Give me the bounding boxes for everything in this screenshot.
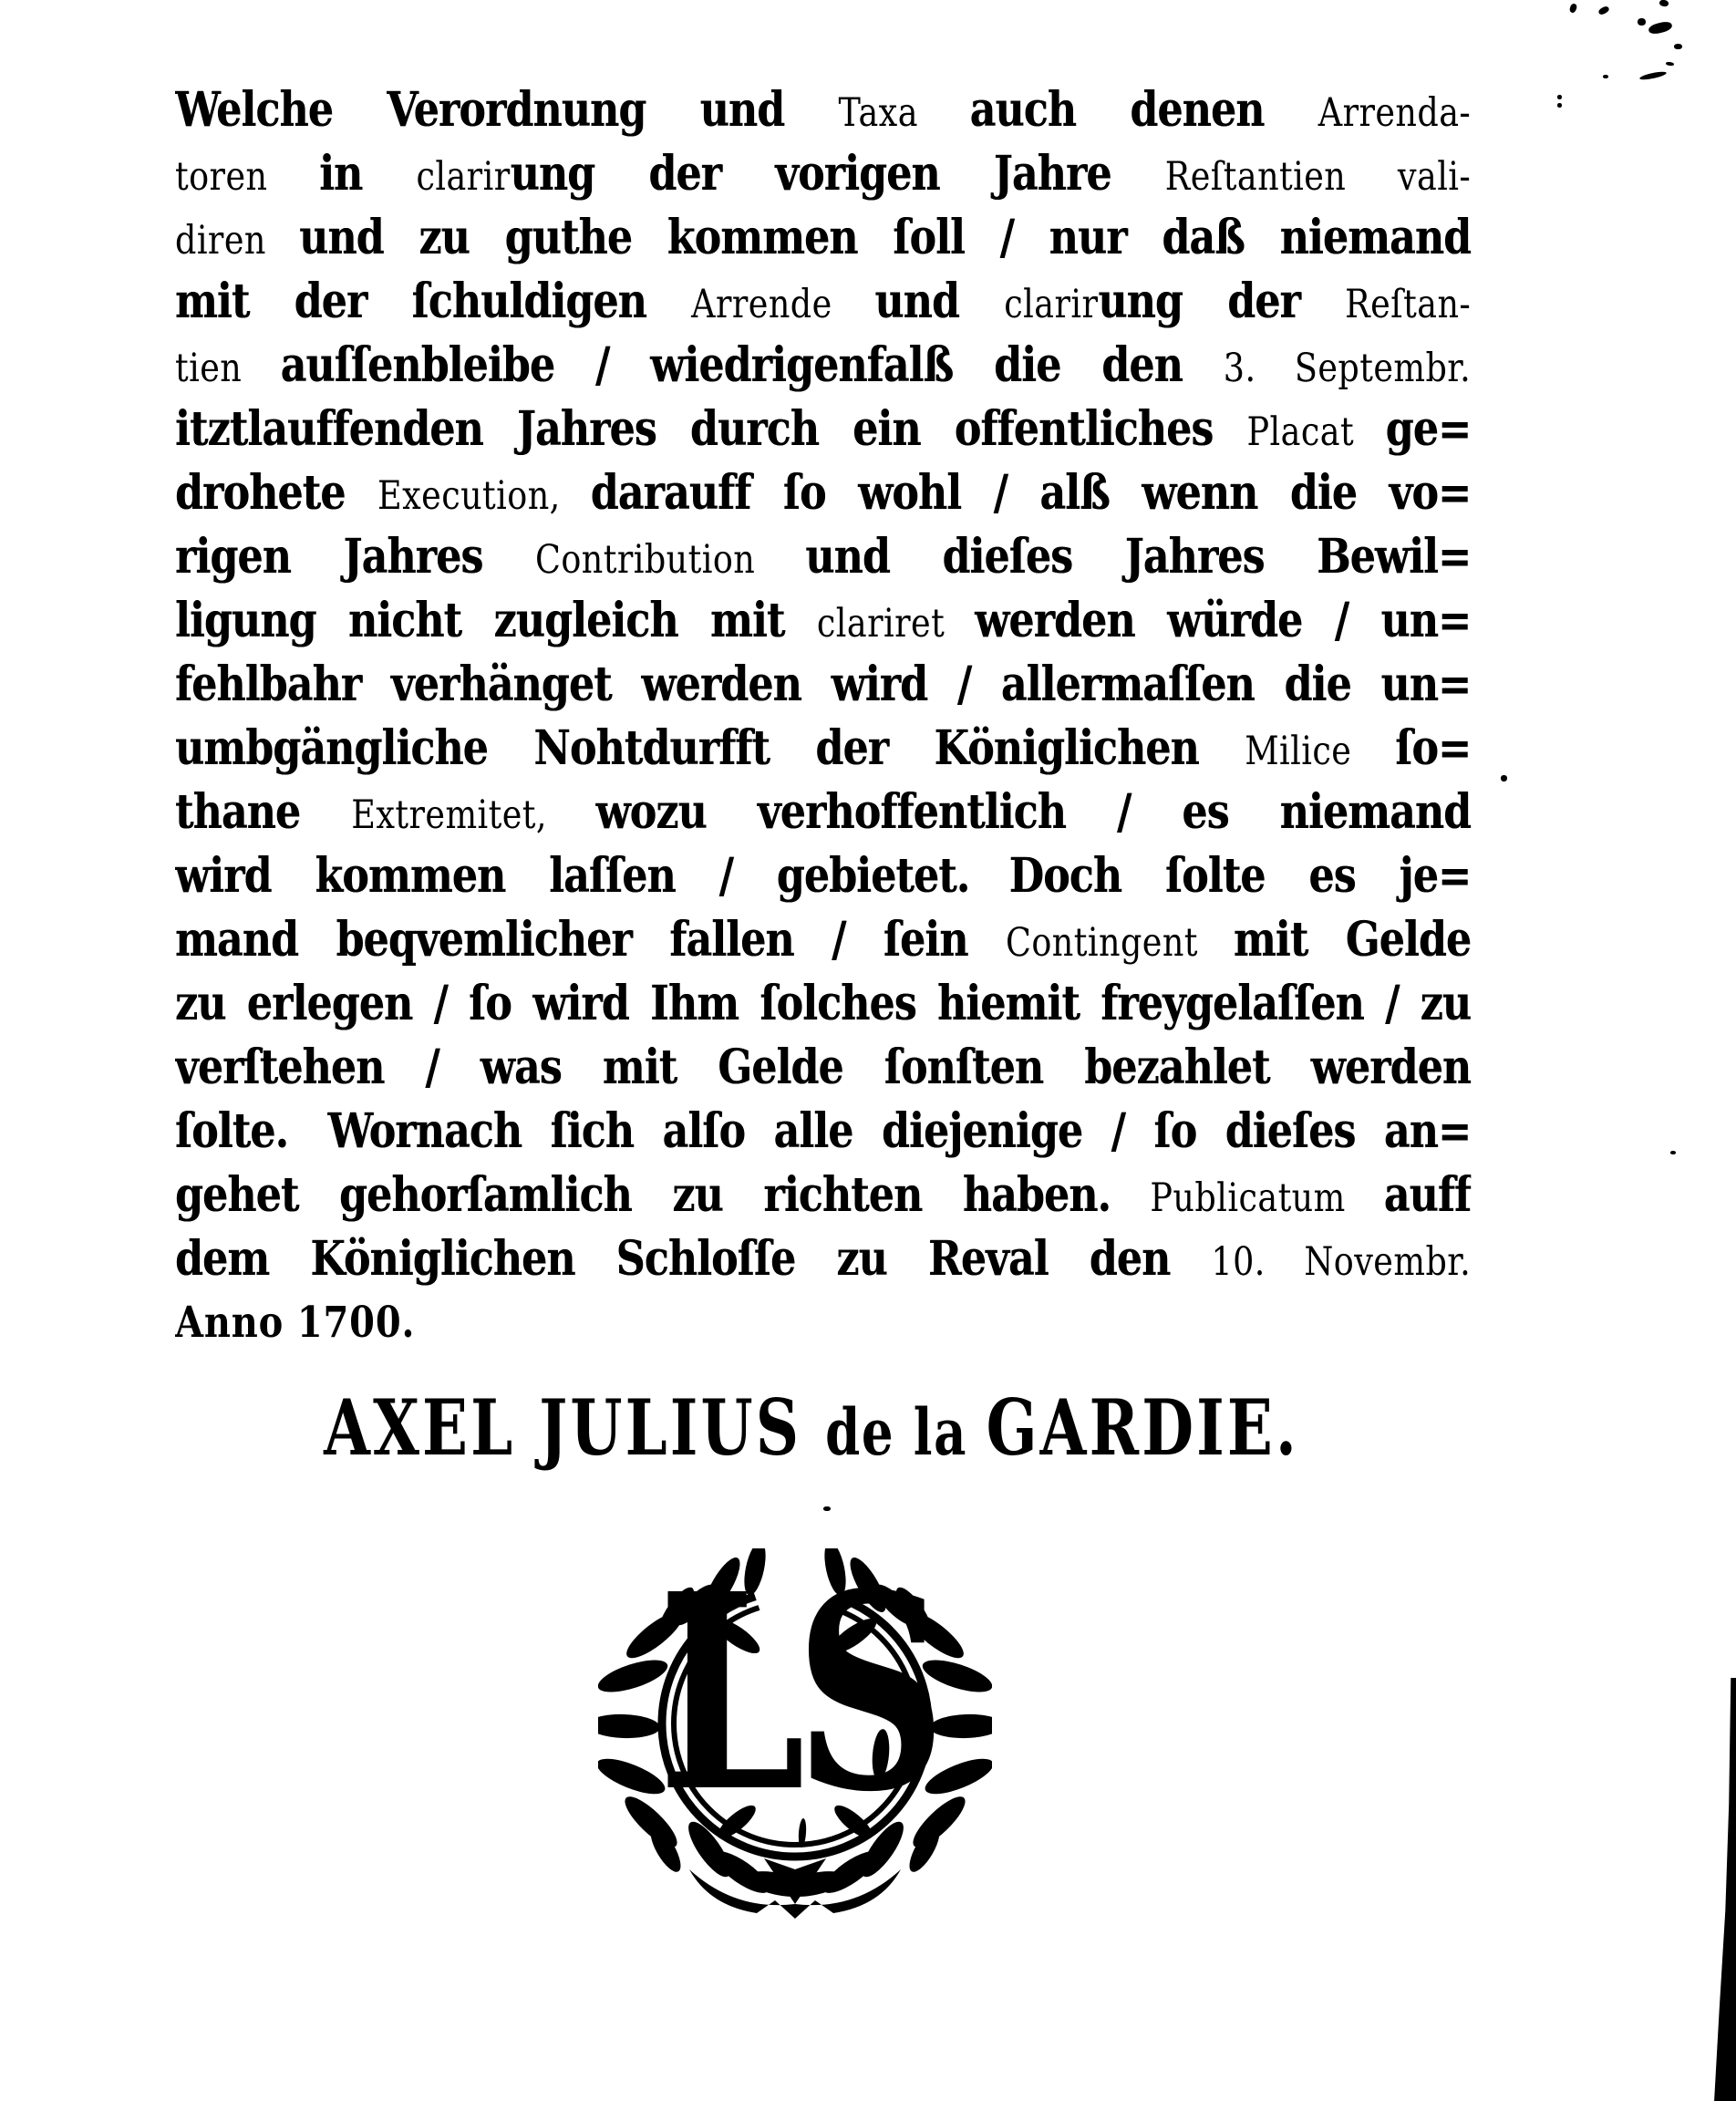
signature-name-first: AXEL JULIUS (324, 1382, 826, 1473)
text-line (175, 525, 1471, 589)
antiqua-text-segment: Contribution (534, 537, 806, 583)
text-line (175, 1164, 1471, 1227)
text-line (175, 78, 1471, 142)
antiqua-text-segment: Reſtan- (1345, 282, 1472, 327)
signature-name-last: GARDIE. (986, 1382, 1299, 1473)
antiqua-text-segment: Reſtantien vali- (1164, 154, 1472, 200)
fraktur-text-segment: rigen Jahres (175, 529, 535, 585)
antiqua-text-segment: Arrende (691, 282, 875, 327)
fraktur-text-segment: und zu guthe kommen ſoll / nur daß niemand (299, 210, 1472, 265)
fraktur-text-segment: ſo= (1395, 720, 1472, 776)
antiqua-text-segment: Milice (1245, 729, 1396, 774)
text-line (175, 1036, 1471, 1100)
fraktur-text-segment: wozu verhoffentlich / es niemand (595, 784, 1472, 840)
fraktur-text-segment: werden würde / un= (975, 593, 1472, 648)
text-line (175, 589, 1471, 653)
antiqua-text-segment: clarir (416, 154, 511, 200)
fraktur-text-segment: und (874, 274, 1005, 329)
fraktur-text-segment: mand beqvemlicher fallen / ſein (175, 912, 1006, 968)
text-line (175, 334, 1471, 398)
signature-line (257, 1382, 1367, 1473)
ink-speck (1658, 0, 1669, 7)
fraktur-text-segment: in (319, 146, 417, 202)
ink-speck (1638, 18, 1646, 26)
fraktur-text-segment: Welche Verordnung und (175, 82, 839, 138)
fraktur-text-segment: itztlauffenden Jahres durch ein offentliches (175, 401, 1247, 457)
ink-speck (1648, 20, 1673, 36)
fraktur-text-segment: fehlbahr verhänget werden wird / allermaſſen die un= (175, 657, 1472, 712)
antiqua-text-segment: Extremitet, (351, 792, 596, 838)
text-block (175, 78, 1471, 1355)
ink-speck (1557, 95, 1562, 99)
fraktur-text-segment: drohete (175, 465, 377, 521)
text-line (175, 972, 1471, 1036)
text-line (175, 908, 1471, 972)
anno-text-segment: Anno 1700. (175, 1298, 416, 1348)
antiqua-text-segment: Publicatum (1150, 1175, 1384, 1221)
ink-speck (1674, 44, 1682, 49)
fraktur-text-segment: ung der (1098, 274, 1346, 329)
antiqua-text-segment: Placat (1246, 409, 1386, 455)
ink-speck (1603, 75, 1608, 78)
fraktur-text-segment: mit der ſchuldigen (175, 274, 692, 329)
text-line (175, 844, 1471, 908)
fraktur-text-segment: auff (1383, 1167, 1472, 1223)
fraktur-text-segment: ung der vorigen Jahre (510, 146, 1165, 202)
fraktur-text-segment: ligung nicht zugleich mit (175, 593, 817, 648)
fraktur-text-segment: mit Gelde (1233, 912, 1472, 968)
antiqua-text-segment: 3. Septembr. (1223, 346, 1472, 391)
ink-speck (1557, 103, 1562, 108)
text-line (175, 781, 1471, 844)
fraktur-text-segment: ge= (1385, 401, 1472, 457)
antiqua-text-segment: 10. Novembr. (1211, 1239, 1472, 1285)
fraktur-text-segment: dem Königlichen Schloſſe zu Reval den (175, 1231, 1212, 1287)
antiqua-text-segment: Arrenda- (1318, 90, 1472, 136)
text-line (175, 461, 1471, 525)
ink-speck (1666, 61, 1674, 66)
fraktur-text-segment: darauff ſo wohl / alß wenn die vo= (590, 465, 1472, 521)
text-line (175, 717, 1471, 781)
antiqua-text-segment: clariret (816, 601, 976, 647)
text-line (175, 1100, 1471, 1164)
ink-speck (1501, 775, 1507, 781)
signature-name-particle: de la (825, 1394, 987, 1470)
ink-speck (1597, 5, 1610, 16)
fraktur-text-segment: thane (175, 784, 352, 840)
fraktur-text-segment: verſtehen / was mit Gelde ſonſten bezahlet werden (175, 1040, 1472, 1095)
text-line (175, 142, 1471, 206)
antiqua-text-segment: Contingent (1005, 920, 1234, 966)
fraktur-text-segment: umbgängliche Nohtdurfft der Königlichen (175, 720, 1245, 776)
seal-wreath-icon (598, 1548, 992, 1924)
ink-speck (1569, 3, 1578, 14)
fraktur-text-segment: ſolte. Wornach ſich alſo alle diejenige / ſo dieſes an= (175, 1103, 1472, 1159)
antiqua-text-segment: tien (175, 346, 281, 391)
antiqua-text-segment: Execution, (377, 473, 591, 519)
fraktur-text-segment: auch denen (969, 82, 1318, 138)
fraktur-text-segment: auſſenbleibe / wiedrigenfalß die den (280, 337, 1224, 393)
ink-speck (1639, 70, 1668, 81)
text-line (175, 398, 1471, 461)
seal-monogram: LS (657, 1548, 936, 1852)
text-line (175, 270, 1471, 334)
antiqua-text-segment: Taxa (838, 90, 970, 136)
antiqua-text-segment: toren (175, 154, 320, 200)
text-line (175, 653, 1471, 717)
text-line (175, 1227, 1471, 1291)
text-line (175, 1291, 1471, 1355)
antiqua-text-segment: clarir (1004, 282, 1099, 327)
text-line (175, 206, 1471, 270)
antiqua-text-segment: diren (175, 218, 300, 264)
ink-speck (823, 1506, 831, 1511)
fraktur-text-segment: und dieſes Jahres Bewil= (805, 529, 1472, 585)
fraktur-text-segment: gehet gehorſamlich zu richten haben. (175, 1167, 1151, 1223)
fraktur-text-segment: zu erlegen / ſo wird Ihm ſolches hiemit freygelaſſen / zu (175, 976, 1472, 1031)
ink-speck (1670, 1151, 1676, 1154)
fraktur-text-segment: wird kommen laſſen / gebietet. Doch ſolte es je= (175, 848, 1472, 904)
scan-edge-artifact (1712, 1678, 1736, 2101)
